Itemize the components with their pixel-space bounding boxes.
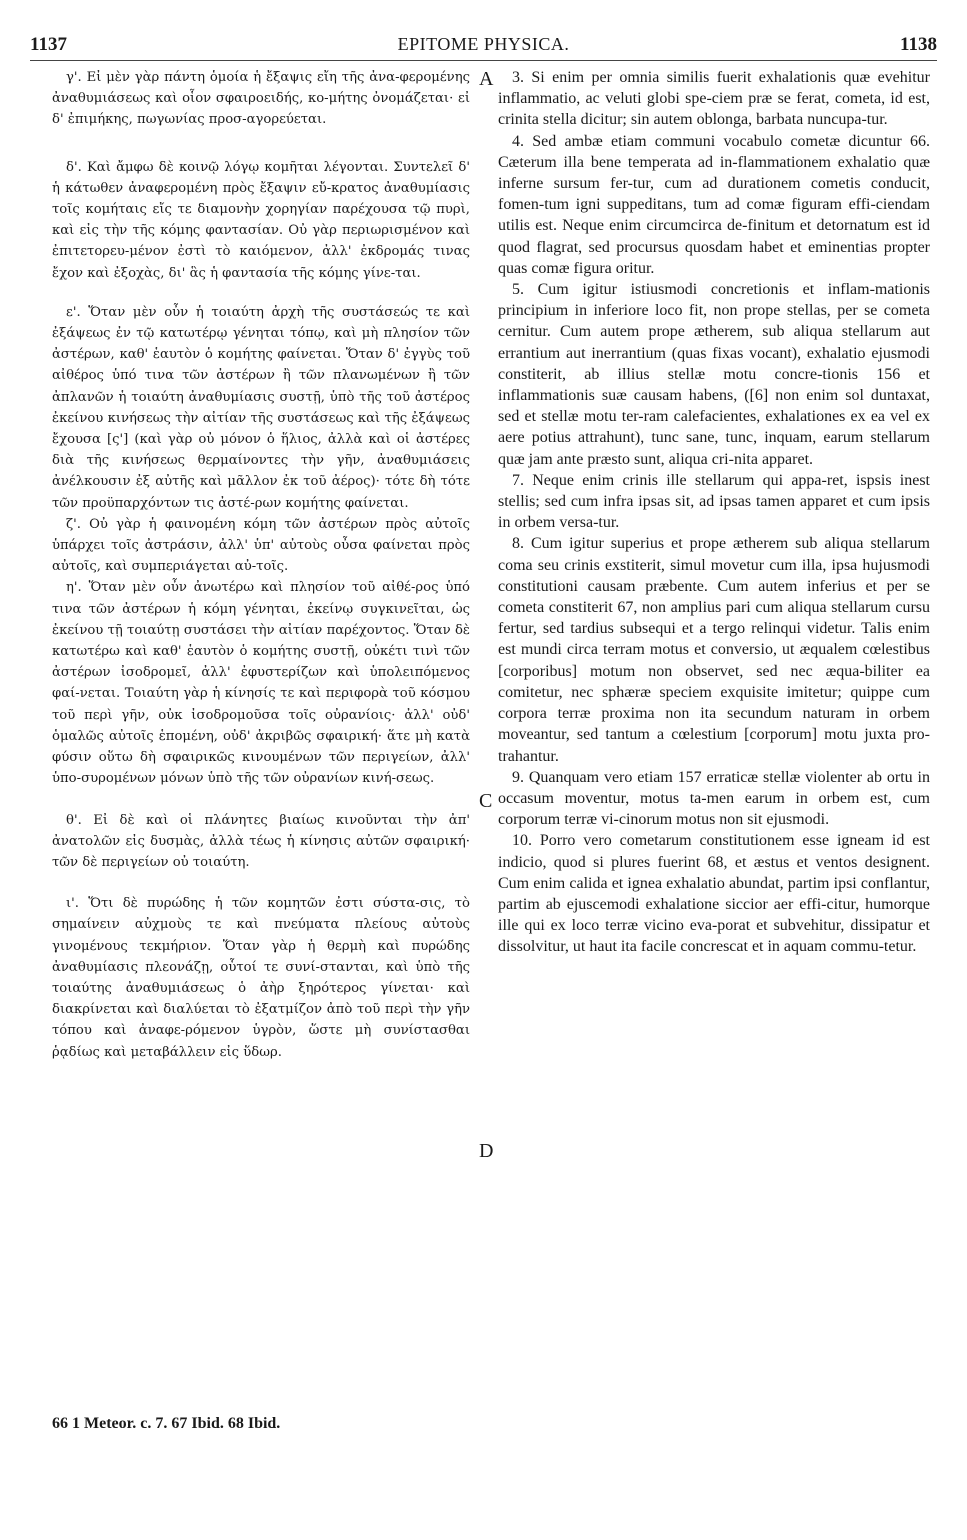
greek-column xyxy=(52,67,470,1063)
latin-paragraph-8: 8. Cum igitur superius et prope ætherem sub aliqua stellarum coma seu crinis exstiterit, simul movetur cum illa, ipsa hujusmodi constitutioni causam præbente. Cum autem inferius et per se cometa constiterit 67, non amplius pari cum aliqua stellarum cursu fertur, sed tardius subsequi et a tergo relinqui videtur. Talis enim est mundi circa terram motus et conversio, ut æqualem cœlestibus [corporibus] motum non observet, sed nec æqua-biliter ea comitetur, nec sphæræ speciem exquisite imitetur; quippe cum corpora terræ proxima non ita secundum naturam in orbem moveantur, sed tantum a cœlestium [corporum] motu juxta pro-trahantur. xyxy=(498,535,930,765)
footnotes: 66 1 Meteor. c. 7. 67 Ibid. 68 Ibid. xyxy=(52,1415,281,1432)
greek-paragraph-10: ι'. Ὅτι δὲ πυρώδης ἡ τῶν κομητῶν ἐστι σύστα-σις, τὸ σημαίνειν αὐχμοὺς τε καὶ πνεύματα πλείους αὐτοὺς γινομένους τεκμήριον. Ὅταν γὰρ ἡ θερμὴ καὶ πυρώδης ἀναθυμίασις πλεονάζῃ, οὗτοί τε συνί-στανται, καὶ ὑπὸ τῆς τοιαύτης ἀναθυμιάσεως ὁ ἀὴρ ξηρότερος γίνεται· καὶ διακρίνεται καὶ διαλύεται τὸ ἐξατμίζον ἀπὸ τοῦ περὶ τὴν γῆν τόπου καὶ ἀναφε-ρόμενον ὑγρὸν, ὥστε μὴ συνίστασθαι ῥᾳδίως καὶ μεταβάλλειν εἰς ὕδωρ. xyxy=(52,896,470,1060)
latin-paragraph-9: 9. Quanquam vero etiam 157 erraticæ stellæ violenter ab ortu in occasum moventur, motus ta-men earum in orbem est, cum corporum terræ vi-cinorum motus non sit ejusmodi. xyxy=(498,768,930,829)
page-number-right: 1138 xyxy=(900,34,937,55)
latin-paragraph-3: 3. Si enim per omnia similis fuerit exhalationis quæ evehitur inflammatio, ac veluti globi spe-ciem præ se ferat, cometa, id est, crinita stella dicitur; sin autem oblonga, barbata nuncupa-tur. xyxy=(498,69,930,129)
greek-paragraph-3: γ'. Εἰ μὲν γὰρ πάντη ὁμοία ἡ ἔξαψις εἴη τῆς ἀνα-φερομένης ἀναθυμιάσεως καὶ οἷον σφαιροειδής, κο-μήτης ὀνομάζεται· εἰ δ' ἐπιμήκης, πωγωνίας προσ-αγορεύεται. xyxy=(52,70,470,128)
latin-paragraph-4: 4. Sed ambæ etiam communi vocabulo cometæ dicuntur 66. Cæterum illa bene temperata ad in-flammationem exhalatio quæ inferne sursum fer-tur, cum ad durationem cometis conducit, fomen-tum igni suppeditans, tum ad comæ figuram effi-ciendam utilis est. Neque enim circumcirca de-finitum et detornatum est id quod flagrat, sed procursus quosdam habet et eminentias propter quas comæ figura oritur. xyxy=(498,132,930,277)
greek-paragraph-8: η'. Ὅταν μὲν οὖν ἀνωτέρω καὶ πλησίον τοῦ αἰθέ-ρος ὑπό τινα τῶν ἀστέρων ἡ κόμη γένηται, ἐκείνῳ συγκινεῖται, ὡς ἐκείνου τῇ τοιαύτῃ συστάσει τὴν αἰτίαν παρέχοντος. Ὅταν δὲ κατωτέρω καὶ καθ' ἑαυτὸν ὁ κομήτης συστῇ, οὐκέτι τινὶ τῶν ἀστέρων ἰσοδρομεῖ, ἀλλ' ἐφυστερίζων καὶ ὑπολειπόμενος φαί-νεται. Τοιαύτη γὰρ ἡ κίνησίς τε καὶ περιφορὰ τοῦ κόσμου τοῦ περὶ γῆν, οὐκ ἰσοδρομοῦσα τοῖς οὐρανίοις· ἀλλ' οὐδ' ὁμαλῶς αὐτοῖς ἑπομένη, οὐδ' ἀκριβῶς σφαιρική· ἅτε μὴ κατὰ φύσιν οὕτω δὴ σφαιρικῶς κινουμένων τῶν περιγείων, ἀλλ' ὑπο-συρομένων μόνων ὑπὸ τῆς τῶν οὐρανίων κινή-σεως. xyxy=(52,580,470,787)
latin-paragraph-10: 10. Porro vero cometarum constitutionem esse igneam id est indicio, quod si plures fuerint 68, et æstus et ventos designent. Cum enim calida et ignea exhalatio abundat, partim ipsi conflantur, partim ab ejuscemodi exhalatione siccior aer effi-citur, humorque ille qui ex loco terræ vicino eva-porat et subvehitur, dissipatur et dissolvitur, ut haut ita facile concrescat et in aquam commu-tetur. xyxy=(498,832,930,956)
greek-paragraph-7: ζ'. Οὐ γὰρ ἡ φαινομένη κόμη τῶν ἀστέρων πρὸς αὐτοῖς ὑπάρχει τοῖς ἀστράσιν, ἀλλ' ὑπ' αὐτοὺς οὖσα φαίνεται πρὸς αὐτοῖς, καὶ συμπεριάγεται αὐ-τοῖς. xyxy=(52,516,470,575)
margin-letter-a: A xyxy=(479,68,494,90)
latin-paragraph-7: 7. Neque enim crinis ille stellarum qui appa-ret, ispsis inest stellis; sed cum infra ipsas sit, ad ipsas tamen apparet et cum ipsis in orbem versa-tur. xyxy=(498,471,930,532)
greek-paragraph-4: δ'. Καὶ ἄμφω δὲ κοινῷ λόγῳ κομῆται λέγονται. Συντελεῖ δ' ἡ κάτωθεν ἀναφερομένη πρὸς ἔξαψιν εὔ-κρατος ἀναθυμίασις τοῖς κομήταις εἴς τε διαμονὴν χορηγίαν παρέχουσα τῷ πυρὶ, καὶ εἰς τὴν τῆς κόμης φαντασίαν. Οὐ γὰρ περιωρισμένον καὶ ἐπιτετορευ-μένον ἐστὶ τὸ καιόμενον, ἀλλ' ἐκδρομάς τινας ἔχον καὶ ἐξοχὰς, δι' ἃς ἡ φαντασία τῆς κόμης γίνε-ται. xyxy=(52,159,470,281)
running-title: EPITOME PHYSICA. xyxy=(397,34,570,54)
page-header xyxy=(30,30,937,61)
margin-letter-c: C xyxy=(479,790,493,812)
greek-paragraph-5: ε'. Ὅταν μὲν οὖν ἡ τοιαύτη ἀρχὴ τῆς συστάσεώς τε καὶ ἐξάψεως ἐν τῷ κατωτέρῳ γένηται τόπῳ, καὶ μὴ πλησίον τῶν ἀστέρων, καθ' ἑαυτὸν ὁ κομήτης φαίνεται. Ὅταν δ' ἐγγὺς τοῦ αἰθέρος ὑπό τινα τῶν ἀστέρων ἢ τῶν πλανωμένων ἢ τῶν ἀπλανῶν ἡ τοιαύτη ἀναθυμίασις συστῇ, ὑπὸ τῆς τοῦ ἀστέρος ἐκείνου κινήσεως τὴν αἰτίαν τῆς συστάσεως καὶ τῆς ἐξάψεως ἔχουσα [ς'] (καὶ γὰρ οὐ μόνον ὁ ἥλιος, ἀλλὰ καὶ οἱ ἀστέρες διὰ τῆς κινήσεως θερμαίνοντες τὴν γῆν, ἀναθυμιάσεις ἀνέλκουσιν ἐξ αὐτῆς καὶ μᾶλλον ἐκ τοῦ ἀέρος)· τότε δὴ τότε τῶν προϋπαρχόντων τις ἀστέ-ρων κομήτης φαίνεται. xyxy=(52,304,470,511)
page-number-left: 1137 xyxy=(30,34,67,55)
greek-paragraph-9: θ'. Εἰ δὲ καὶ οἱ πλάνητες βιαίως κινοῦνται τὴν ἀπ' ἀνατολῶν εἰς δυσμὰς, ἀλλὰ τέως ἡ κίνησις αὐτῶν σφαιρική· τῶν δὲ περιγείων οὐ τοιαύτη. xyxy=(52,812,470,870)
margin-letter-d: D xyxy=(479,1140,494,1162)
latin-column xyxy=(498,67,930,958)
latin-paragraph-5: 5. Cum igitur istiusmodi concretionis et inflam-mationis principium in inferiore loco fit, non prope stellas, per se cometa cernitur. Cum autem prope ætherem, sub aliqua stellarum aut errantium aut inerrantium (quas fixas vocant), exhalatio ejusmodi constiterit, ab illius stellæ motu concre-tionis 156 et inflammationis suæ causam habens, ([6] non enim sol duntaxat, sed et stellæ motu ter-ram calefacientes, exhalationes ex ea vel ex aere potius attrahunt), tunc sane, tunc, inquam, earum stellarum quæ jam ante præsto sunt, aliqua cri-nita apparet. xyxy=(498,281,930,468)
